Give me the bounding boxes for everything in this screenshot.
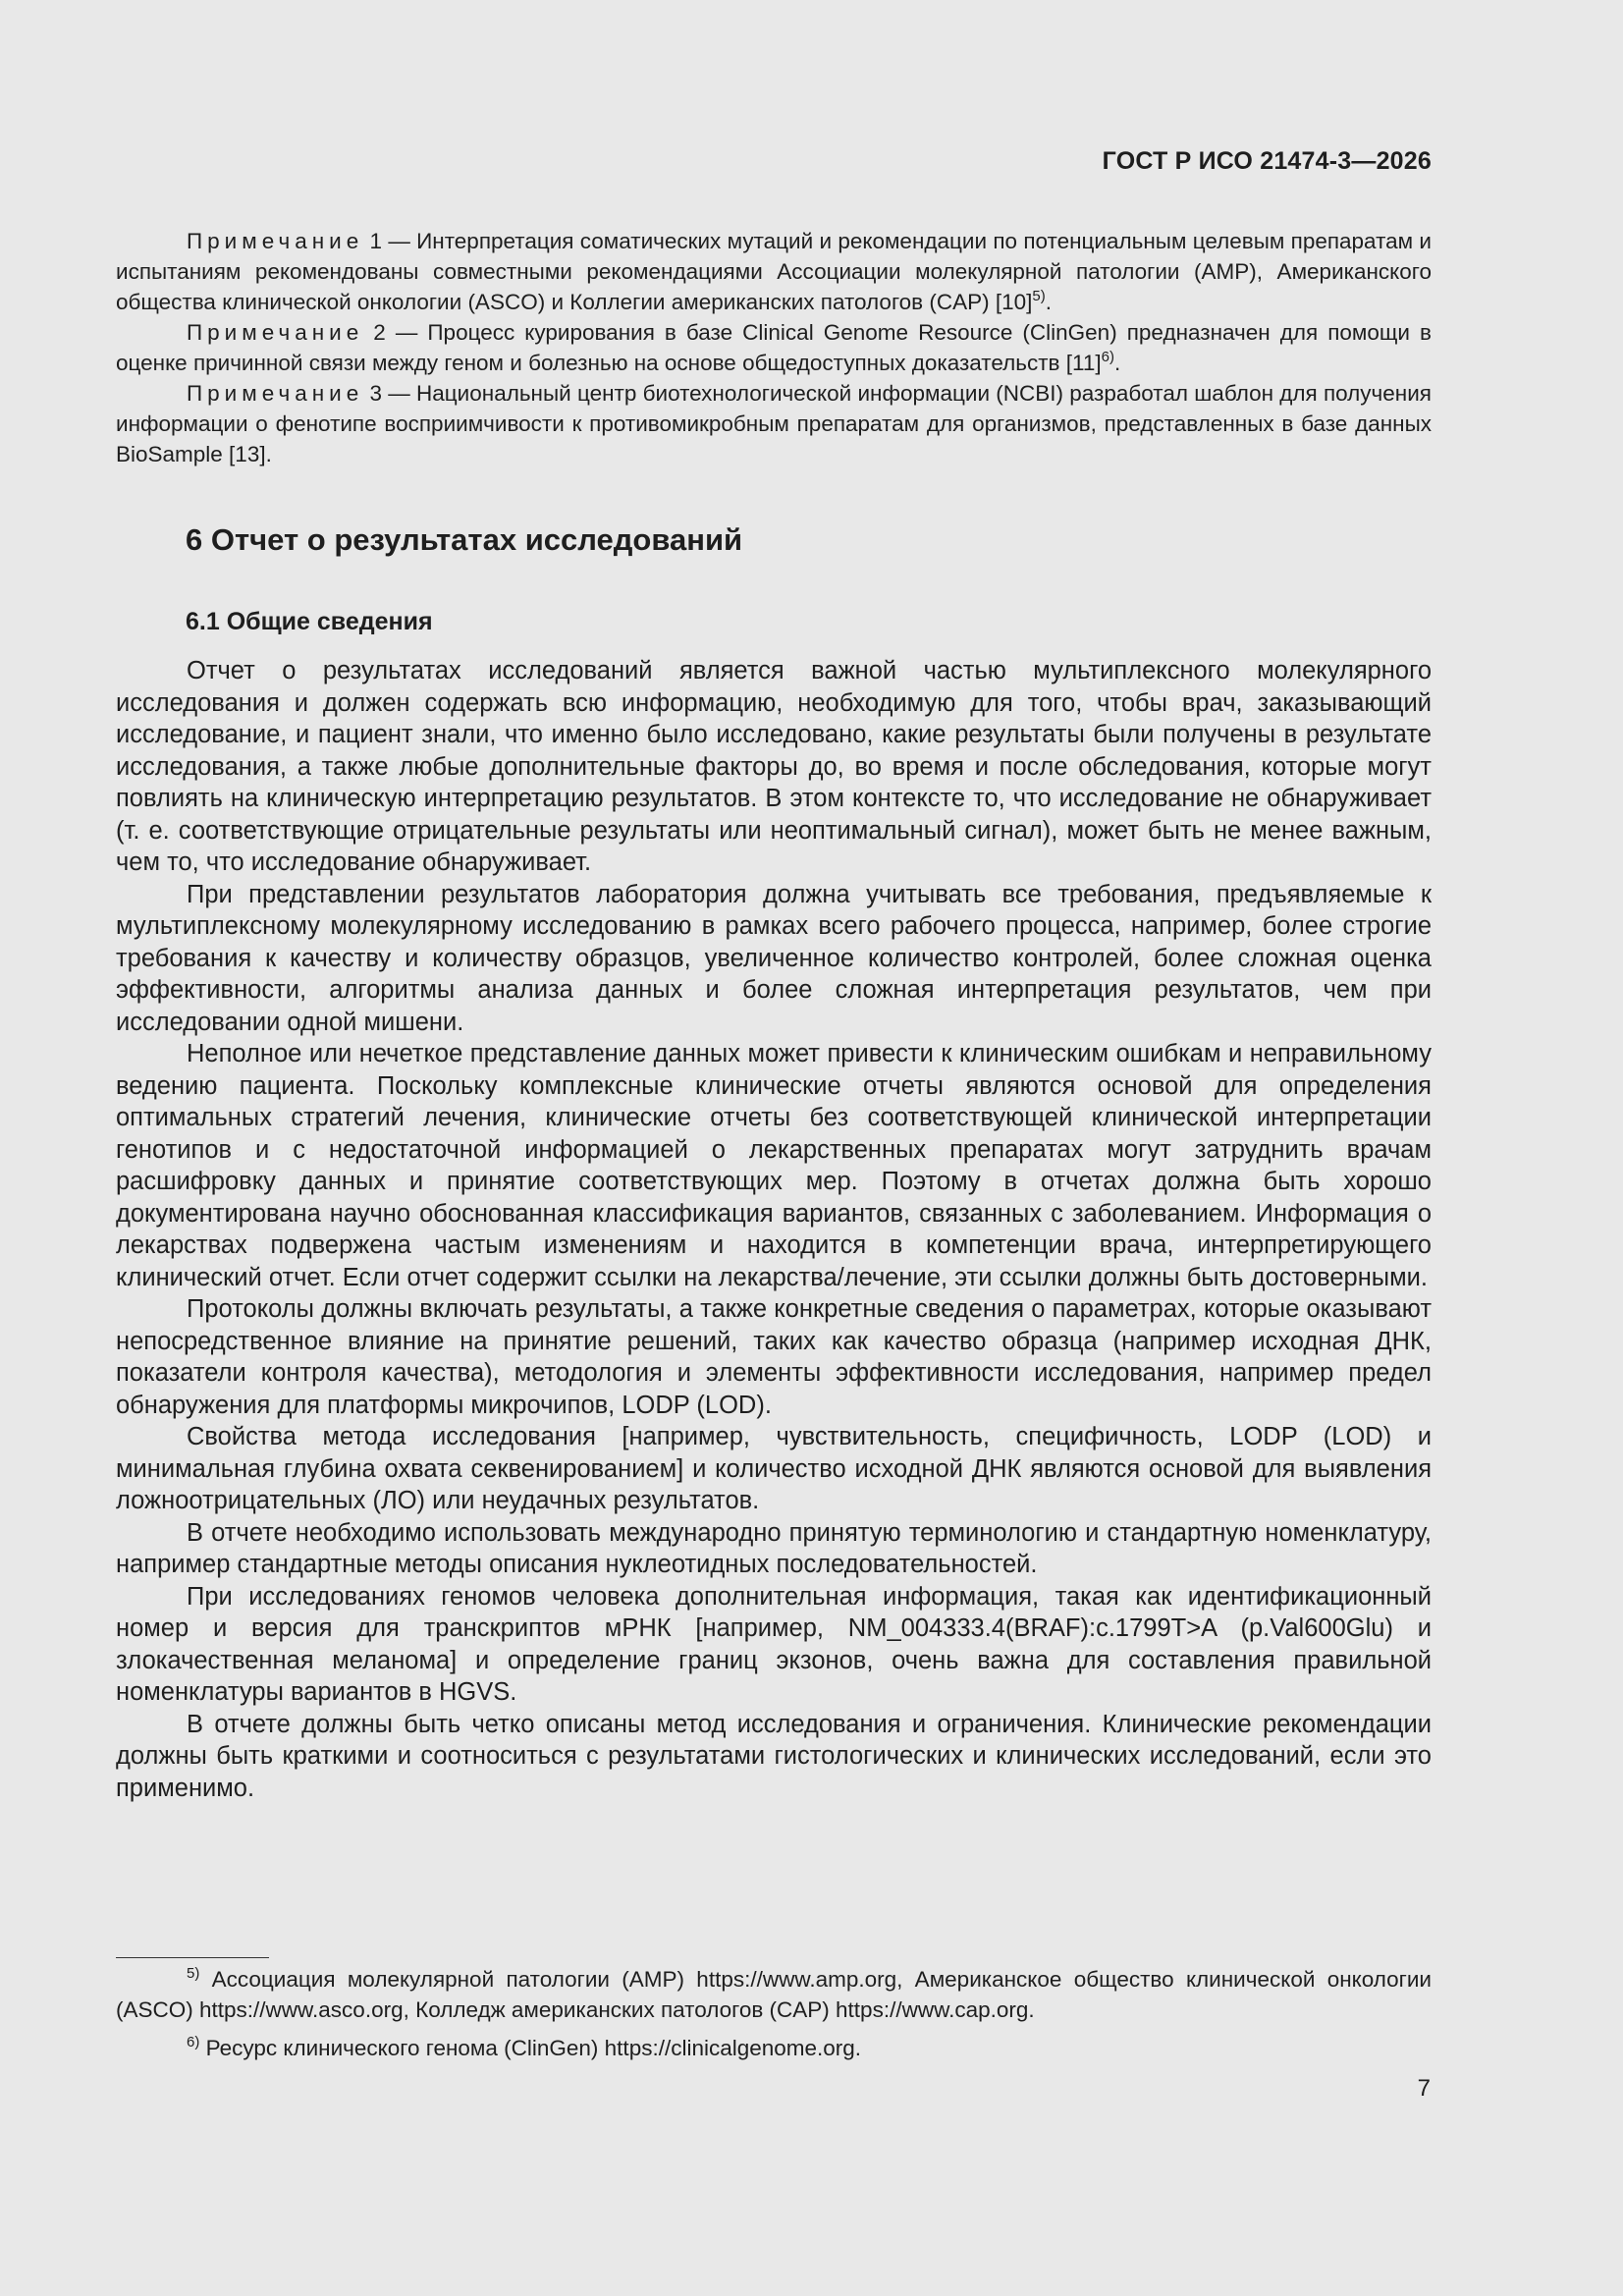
footnote-6 <box>116 2033 1432 2063</box>
footnote-marker: 5) <box>187 1965 200 1982</box>
note-1 <box>116 226 1432 317</box>
note-text: — Процесс курирования в базе Clinical Genome Resource (ClinGen) предназначен для помощи в оценке причинной связи между геном и болезнью на основе общедоступных доказательств [11] <box>116 320 1432 375</box>
subsection-heading: 6.1 Общие сведения <box>186 608 433 635</box>
paragraph: При представлении результатов лаборатория должна учитывать все требования, предъявляемые к мультиплексному молекулярному исследованию в рамках всего рабочего процесса, например, более строгие требования к качеству и количеству образцов, увеличенное количество контролей, более сложная оценка эффективности, алгоритмы анализа данных и более сложная интерпретация результатов, чем при исследовании одной мишени. <box>116 880 1432 1036</box>
note-2 <box>116 317 1432 378</box>
footnote-marker: 6) <box>187 2034 200 2050</box>
paragraph: Свойства метода исследования [например, чувствительность, специфичность, LODP (LOD) и минимальная глубина охвата секвенированием] и количество исходной ДНК являются основой для выявления ложноотрицательных (ЛО) или неудачных результатов. <box>116 1423 1432 1514</box>
footnote-ref: 6) <box>1101 349 1114 365</box>
footnote-text: Ресурс клинического генома (ClinGen) https://clinicalgenome.org. <box>199 2036 862 2060</box>
note-label: Примечание <box>187 320 364 345</box>
paragraph: Неполное или нечеткое представление данных может привести к клиническим ошибкам и неправильному ведению пациента. Поскольку комплексные клинические отчеты являются основой для определения оптимальных стратегий лечения, клинические отчеты без соответствующей клинической интерпретации генотипов и с недостаточной информацией о лекарственных препаратах могут затруднить врачам расшифровку данных и принятие соответствующих мер. Поэтому в отчетах должна быть хорошо документирована научно обоснованная классификация вариантов, связанных с заболеванием. Информация о лекарствах подвержена частым изменениям и находится в компетенции врача, интерпретирующего клинический отчет. Если отчет содержит ссылки на лекарства/лечение, эти ссылки должны быть достоверными. <box>116 1040 1432 1291</box>
note-label: Примечание <box>187 229 364 253</box>
footnote-5 <box>116 1964 1432 2025</box>
note-label: Примечание <box>187 381 364 406</box>
document-header: ГОСТ Р ИСО 21474-3—2026 <box>1102 147 1432 175</box>
section-heading: 6 Отчет о результатах исследований <box>186 522 743 557</box>
paragraph: Отчет о результатах исследований является важной частью мультиплексного молекулярного исследования и должен содержать всю информацию, необходимую для того, чтобы врач, заказывающий исследование, и пациент знали, что именно было исследовано, какие результаты были получены в результате исследования, а также любые дополнительные факторы до, во время и после обследования, которые могут повлиять на клиническую интерпретацию результатов. В этом контексте то, что исследование не обнаруживает (т. е. соответствующие отрицательные результаты или неоптимальный сигнал), может быть не менее важным, чем то, что исследование обнаруживает. <box>116 657 1432 876</box>
note-3 <box>116 378 1432 469</box>
section-body <box>116 655 1432 1804</box>
note-tail: . <box>1113 351 1121 375</box>
footnote-separator <box>116 1957 269 1958</box>
note-tail: . <box>1045 290 1053 314</box>
paragraph: Протоколы должны включать результаты, а также конкретные сведения о параметрах, которые оказывают непосредственное влияние на принятие решений, таких как качество образца (например исходная ДНК, показатели контроля качества), методология и элементы эффективности исследования, например предел обнаружения для платформы микрочипов, LODP (LOD). <box>116 1295 1432 1419</box>
paragraph: При исследованиях геномов человека дополнительная информация, такая как идентификационный номер и версия для транскриптов мРНК [например, NM_004333.4(BRAF):c.1799T>A (p.Val600Glu) и злокачественная меланома] и определение границ экзонов, очень важна для составления правильной номенклатуры вариантов в HGVS. <box>116 1582 1432 1706</box>
note-text: — Национальный центр биотехнологической информации (NCBI) разработал шаблон для получения информации о фенотипе восприимчивости к противомикробным препаратам для организмов, представленных в базе данных BioSample [13]. <box>116 381 1432 466</box>
notes-block <box>116 226 1432 469</box>
paragraph: В отчете должны быть четко описаны метод исследования и ограничения. Клинические рекомендации должны быть краткими и соотноситься с результатами гистологических и клинических исследований, если это применимо. <box>116 1710 1432 1802</box>
page-number: 7 <box>1417 2075 1431 2102</box>
note-text: — Интерпретация соматических мутаций и рекомендации по потенциальным целевым препаратам и испытаниям рекомендованы совместными рекомендациями Ассоциации молекулярной патологии (AMP), Американского общества клинической онкологии (ASCO) и Коллегии американских патологов (CAP) [10] <box>116 229 1432 314</box>
note-number: 3 <box>369 381 383 406</box>
footnote-text: Ассоциация молекулярной патологии (AMP) https://www.amp.org, Американское общество клинической онкологии (ASCO) https://www.asco.org, Колледж американских патологов (CAP) https://www.cap.org. <box>116 1967 1432 2022</box>
note-number: 1 <box>369 229 383 253</box>
note-number: 2 <box>373 320 386 345</box>
paragraph: В отчете необходимо использовать международно принятую терминологию и стандартную номенклатуру, например стандартные методы описания нуклеотидных последовательностей. <box>116 1518 1432 1578</box>
footnote-ref: 5) <box>1032 288 1046 304</box>
